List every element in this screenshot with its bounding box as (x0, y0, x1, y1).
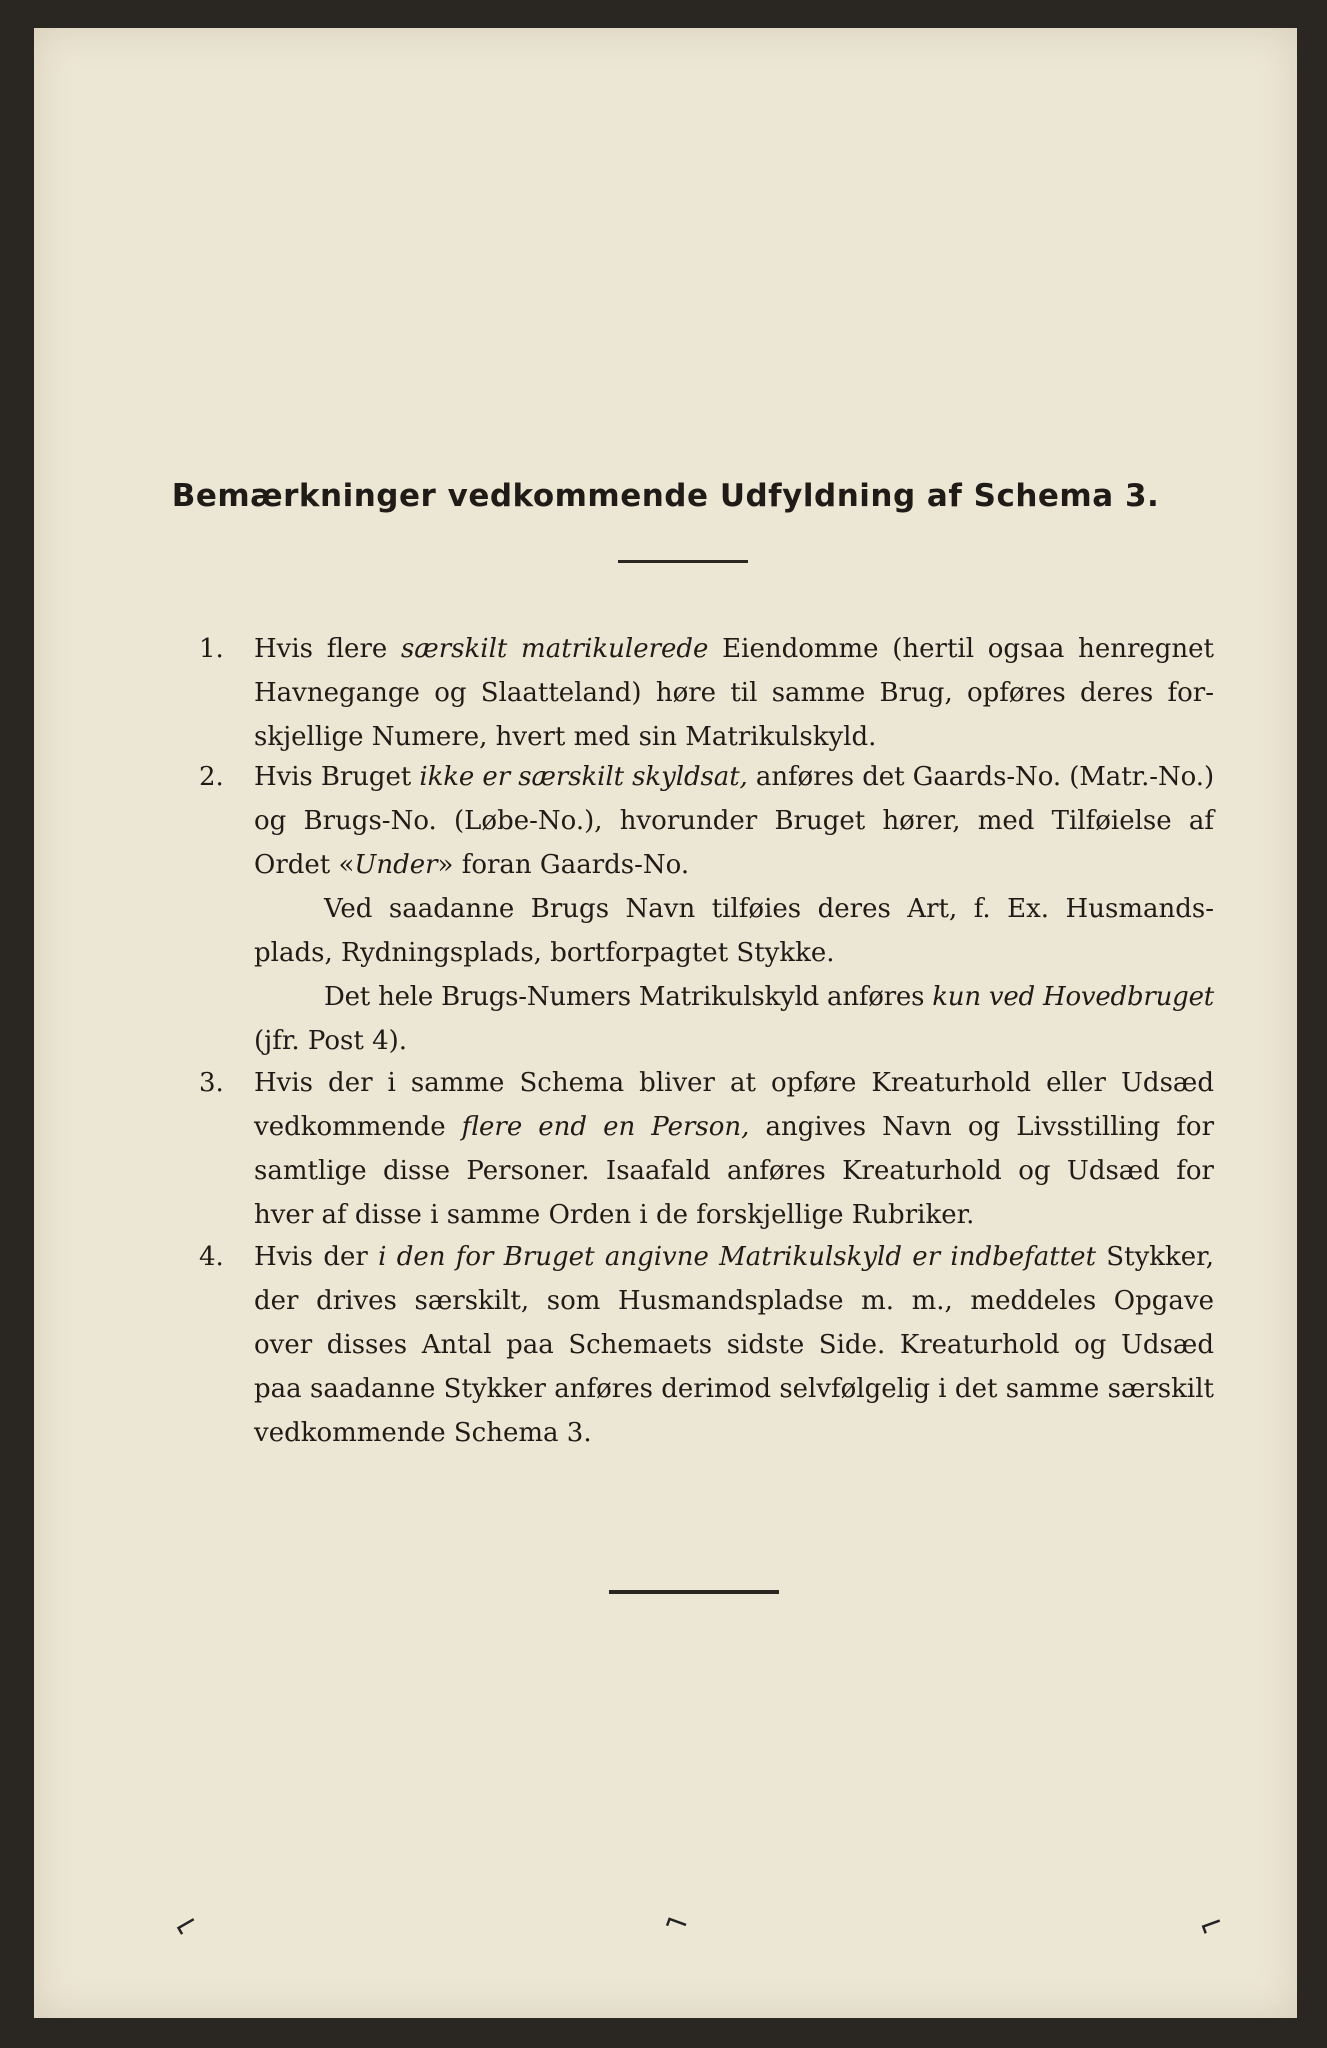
page-title: Bemærkninger vedkommende Udfyldning af Schema 3. (171, 478, 1160, 514)
text-segment: vedkommende Schema 3. (254, 1418, 592, 1448)
scan-mark-center: ⌐ (658, 1902, 695, 1945)
text-segment: Stykker, (1096, 1242, 1214, 1272)
remark-line (254, 1412, 592, 1454)
text-segment: plads, Rydningsplads, bortforpagtet Stykke. (254, 938, 835, 968)
text-segment: Hvis der i samme Schema bliver at opføre Kreaturhold eller Udsæd (254, 1068, 1214, 1098)
italic-segment: særskilt matrikulerede (400, 634, 709, 664)
end-divider (609, 1590, 779, 1594)
text-segment: Hvis Bruget (254, 762, 420, 792)
italic-segment: Under (354, 850, 438, 880)
remark-line (254, 1020, 407, 1062)
italic-segment: ikke er særskilt skyldsat, (419, 762, 748, 792)
italic-segment: flere end en Person, (461, 1112, 750, 1142)
document-page (34, 28, 1297, 2018)
item-number: 2. (199, 762, 224, 792)
text-segment: Hvis flere (254, 634, 401, 664)
remark-line (254, 844, 689, 886)
remark-line (254, 1194, 974, 1236)
text-segment: over disses Antal paa Schemaets sidste Side. Kreaturhold og Udsæd (254, 1330, 1214, 1360)
text-segment: Det hele Brugs-Numers Matrikulskyld anføres (324, 982, 933, 1012)
remark-line (254, 1236, 1214, 1278)
remark-line (254, 628, 1214, 670)
remark-line (254, 1106, 1214, 1148)
text-segment: vedkommende (254, 1112, 462, 1142)
text-segment: og Brugs-No. (Løbe-No.), hvorunder Bruget hører, med Tilføielse af (254, 806, 1214, 836)
text-segment: (jfr. Post 4). (254, 1026, 408, 1056)
text-segment: Havnegange og Slaatteland) høre til samme Brug, opføres deres for- (254, 678, 1214, 708)
remark-line (254, 1324, 1214, 1366)
text-segment: paa saadanne Stykker anføres derimod selvfølgelig i det samme særskilt (254, 1374, 1214, 1404)
item-number: 3. (199, 1068, 224, 1098)
title-divider (618, 560, 748, 563)
remark-line (254, 716, 876, 758)
item-number: 1. (199, 634, 224, 664)
italic-segment: kun ved Hovedbruget (932, 982, 1214, 1012)
text-segment: hver af disse i samme Orden i de forskjellige Rubriker. (254, 1200, 975, 1230)
remark-line (254, 1368, 1214, 1410)
text-segment: Hvis der (254, 1242, 379, 1272)
text-segment: » foran Gaards-No. (437, 850, 690, 880)
text-segment: samtlige disse Personer. Isaafald anføres Kreaturhold og Udsæd for (254, 1156, 1214, 1186)
remark-line (324, 976, 1214, 1018)
text-segment: Ordet « (254, 850, 355, 880)
remark-line (254, 672, 1214, 714)
remark-line (254, 932, 835, 974)
remark-line (254, 1280, 1214, 1322)
scan-mark-left: ⌐ (166, 1904, 207, 1947)
remark-line (324, 888, 1214, 930)
remark-line (254, 800, 1214, 842)
text-segment: der drives særskilt, som Husmandspladse m. m., meddeles Opgave (254, 1286, 1214, 1316)
remark-line (254, 1150, 1214, 1192)
scan-mark-right: ⌐ (1193, 1904, 1230, 1947)
remark-line (254, 756, 1214, 798)
text-segment: skjellige Numere, hvert med sin Matrikulskyld. (254, 722, 877, 752)
text-segment: Eiendomme (hertil ogsaa henregnet (708, 634, 1215, 664)
text-segment: Ved saadanne Brugs Navn tilføies deres Art, f. Ex. Husmands- (324, 894, 1214, 924)
remark-line (254, 1062, 1214, 1104)
item-number: 4. (199, 1242, 224, 1272)
text-segment: anføres det Gaards-No. (Matr.-No.) (747, 762, 1215, 792)
italic-segment: i den for Bruget angivne Matrikulskyld er indbefattet (378, 1242, 1097, 1272)
text-segment: angives Navn og Livsstilling for (749, 1112, 1214, 1142)
